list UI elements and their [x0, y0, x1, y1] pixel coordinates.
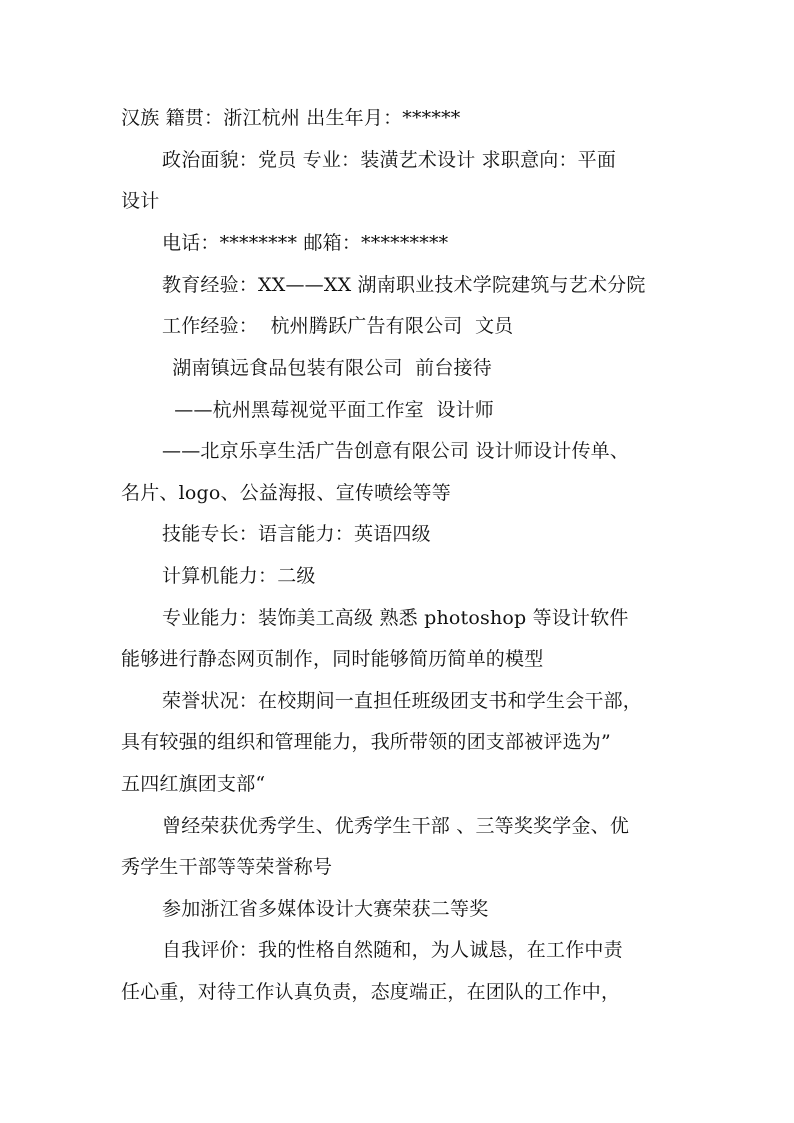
text-line-work-experience-1: 工作经验： 杭州腾跃广告有限公司 文员 [162, 315, 514, 337]
text-line-honors-1: 荣誉状况：在校期间一直担任班级团支书和学生会干部， [162, 690, 643, 712]
text-line-ethnicity-origin-birth: 汉族 籍贯：浙江杭州 出生年月：****** [121, 107, 461, 129]
text-line-politics-major-intent: 政治面貌：党员 专业：装潢艺术设计 求职意向：平面 [162, 149, 617, 171]
text-line-self-evaluation-1: 自我评价：我的性格自然随和，为人诚恳，在工作中责 [162, 939, 623, 961]
text-line-skills-language: 技能专长：语言能力：英语四级 [162, 523, 431, 545]
text-line-honors-3: 五四红旗团支部“ [121, 773, 266, 795]
text-line-awards-1: 曾经荣获优秀学生、优秀学生干部 、三等奖奖学金、优 [162, 815, 630, 837]
text-line-skills-professional: 专业能力：装饰美工高级 熟悉 photoshop 等设计软件 [162, 607, 629, 629]
text-line-intent-continued: 设计 [121, 190, 160, 212]
text-line-competition: 参加浙江省多媒体设计大赛荣获二等奖 [162, 898, 489, 920]
text-line-phone-email: 电话：******** 邮箱：********* [162, 232, 449, 254]
text-line-awards-2: 秀学生干部等等荣誉称号 [121, 856, 333, 878]
text-line-self-evaluation-2: 任心重，对待工作认真负责，态度端正，在团队的工作中， [121, 981, 621, 1003]
text-line-work-experience-2: 湖南镇远食品包装有限公司 前台接待 [166, 357, 492, 379]
text-line-education: 教育经验：XX——XX 湖南职业技术学院建筑与艺术分院 [162, 274, 646, 296]
text-line-work-experience-3: ——杭州黑莓视觉平面工作室 设计师 [168, 399, 494, 421]
text-line-skills-computer: 计算机能力：二级 [162, 565, 316, 587]
text-line-honors-2: 具有较强的组织和管理能力，我所带领的团支部被评选为” [121, 731, 611, 753]
text-line-work-experience-4-continued: 名片、logo、公益海报、宣传喷绘等等 [121, 482, 451, 504]
text-line-work-experience-4: ——北京乐享生活广告创意有限公司 设计师设计传单、 [162, 440, 630, 462]
text-line-skills-professional-continued: 能够进行静态网页制作，同时能够简历简单的模型 [121, 648, 544, 670]
